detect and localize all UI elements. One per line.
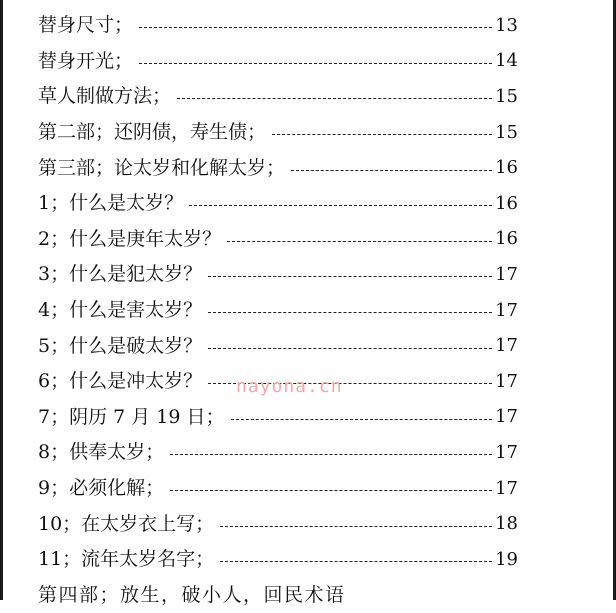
toc-entry [38,542,518,578]
toc-entry-title: 草人制做方法； [38,87,171,106]
dot-leader [220,526,492,527]
dot-leader [139,27,492,28]
dot-leader [220,561,492,562]
toc-entry-title: 替身尺寸； [38,16,133,35]
toc-entry [38,186,518,222]
toc-entry-title: 替身开光； [38,52,133,71]
toc-entry [38,400,518,436]
toc-entry-page: 15 [494,88,518,106]
toc-entry [38,435,518,471]
toc-entry-title: 4；什么是害太岁？ [38,301,202,320]
dot-leader [170,490,492,491]
dot-leader [208,312,492,313]
toc-entry [38,222,518,258]
toc-entry [38,115,518,151]
toc-entry [38,471,518,507]
dot-leader [208,276,492,277]
toc-entry-page: 15 [494,124,518,142]
toc-entry-page: 19 [494,551,518,569]
toc-entry-page: 17 [494,480,518,498]
toc-entry-title: 6；什么是冲太岁？ [38,372,202,391]
toc-entry-title: 5；什么是破太岁？ [38,337,202,356]
toc-entry-title: 11；流年太岁名字； [38,550,214,569]
toc-entry [38,293,518,329]
toc-entry-title: 10；在太岁衣上写； [38,515,214,534]
table-of-contents [38,8,518,613]
dot-leader [208,348,492,349]
toc-entry-page: 16 [494,195,518,213]
toc-entry-page: 13 [494,17,518,35]
toc-entry-page: 17 [494,266,518,284]
toc-entry-page: 17 [494,373,518,391]
toc-entry-page: 16 [494,159,518,177]
dot-leader [272,134,492,135]
toc-entry [38,506,518,542]
toc-entry-title: 8；供奉太岁； [38,443,164,462]
page-left-border [0,0,3,600]
dot-leader [231,419,492,420]
toc-entry-title: 第二部；还阴债，寿生债； [38,123,266,142]
toc-entry-page: 14 [494,52,518,70]
section-title: 第四部；放生，破小人，回民术语 [38,586,346,605]
toc-entry-page: 16 [494,230,518,248]
dot-leader [170,454,492,455]
toc-entry-title: 7；阴历 7 月 19 日； [38,408,225,427]
watermark-text: nayona.cn [236,376,343,397]
toc-section-heading [38,578,518,613]
dot-leader [189,205,492,206]
toc-entry-title: 第三部；论太岁和化解太岁； [38,159,285,178]
toc-entry-page: 17 [494,444,518,462]
toc-entry [38,79,518,115]
toc-entry-page: 17 [494,408,518,426]
toc-entry-page: 17 [494,337,518,355]
toc-entry-title: 1；什么是太岁？ [38,194,183,213]
toc-entry [38,150,518,186]
toc-entry [38,44,518,80]
toc-entry-page: 17 [494,302,518,320]
dot-leader [139,63,492,64]
toc-entry-title: 3；什么是犯太岁？ [38,265,202,284]
toc-entry [38,8,518,44]
toc-entry-title: 9；必须化解； [38,479,164,498]
dot-leader [227,241,492,242]
toc-entry-page: 18 [494,515,518,533]
toc-entry-title: 2；什么是庚年太岁？ [38,230,221,249]
dot-leader [177,98,492,99]
toc-entry [38,328,518,364]
toc-entry [38,257,518,293]
dot-leader [291,170,492,171]
